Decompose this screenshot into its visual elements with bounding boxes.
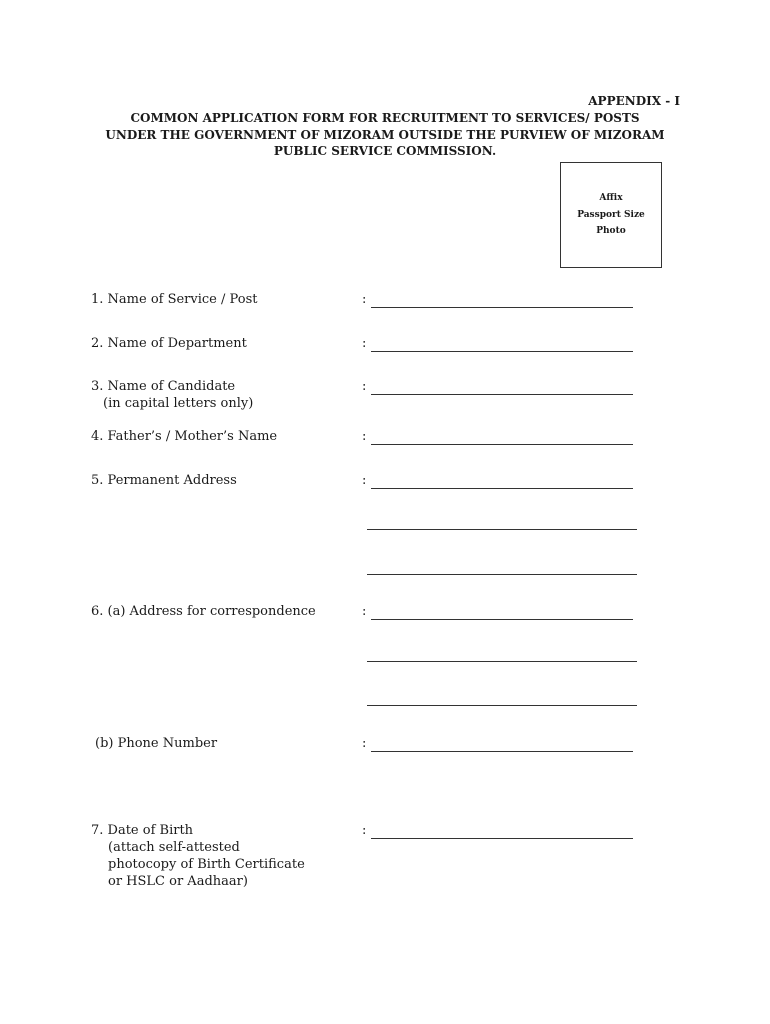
- field-label-service-post: 1. Name of Service / Post: [91, 292, 258, 307]
- field-label-candidate-name: [91, 378, 253, 412]
- field-label-parent-name: 4. Father’s / Mother’s Name: [91, 429, 278, 444]
- candidate-name-note: (in capital letters only): [103, 396, 254, 411]
- form-title: [80, 110, 690, 160]
- field-colon: :: [362, 292, 367, 307]
- candidate-name-label: 3. Name of Candidate: [91, 379, 236, 394]
- field-colon: :: [362, 336, 367, 351]
- field-colon: :: [362, 604, 367, 619]
- title-line-1: COMMON APPLICATION FORM FOR RECRUITMENT TO SERVICES/ POSTS: [130, 111, 640, 125]
- field-label-correspondence-address: 6. (a) Address for correspondence: [91, 604, 316, 619]
- field-line-department[interactable]: [362, 335, 633, 352]
- correspondence-address-line-3[interactable]: [367, 705, 637, 706]
- photo-box-line-3: Photo: [596, 226, 626, 237]
- field-line-correspondence-address[interactable]: [362, 603, 633, 620]
- field-colon: :: [362, 429, 367, 444]
- field-line-phone-number[interactable]: [362, 735, 633, 752]
- correspondence-address-line-2[interactable]: [367, 661, 637, 662]
- photo-box-line-2: Passport Size: [577, 209, 645, 220]
- field-label-department: 2. Name of Department: [91, 336, 247, 351]
- field-colon: :: [362, 473, 367, 488]
- date-of-birth-label: 7. Date of Birth: [91, 823, 194, 838]
- permanent-address-line-2[interactable]: [367, 529, 637, 530]
- date-of-birth-note-3: or HSLC or Aadhaar): [108, 874, 248, 889]
- field-line-date-of-birth[interactable]: [362, 822, 633, 839]
- passport-photo-box: [560, 162, 662, 268]
- field-label-date-of-birth: [91, 822, 305, 890]
- permanent-address-line-3[interactable]: [367, 574, 637, 575]
- title-line-3: PUBLIC SERVICE COMMISSION.: [273, 144, 497, 158]
- date-of-birth-note-2: photocopy of Birth Certificate: [108, 857, 305, 872]
- field-line-service-post[interactable]: [362, 291, 633, 308]
- date-of-birth-note-1: (attach self-attested: [108, 840, 240, 855]
- field-colon: :: [362, 736, 367, 751]
- field-line-parent-name[interactable]: [362, 428, 633, 445]
- appendix-label: APPENDIX - I: [588, 94, 680, 108]
- field-label-permanent-address: 5. Permanent Address: [91, 473, 237, 488]
- field-line-permanent-address[interactable]: [362, 472, 633, 489]
- field-label-phone-number: (b) Phone Number: [95, 736, 218, 751]
- field-colon: :: [362, 379, 367, 394]
- title-line-2: UNDER THE GOVERNMENT OF MIZORAM OUTSIDE THE PURVIEW OF MIZORAM: [105, 127, 665, 142]
- field-line-candidate-name[interactable]: [362, 378, 633, 395]
- photo-box-line-1: Affix: [599, 193, 623, 204]
- field-colon: :: [362, 823, 367, 838]
